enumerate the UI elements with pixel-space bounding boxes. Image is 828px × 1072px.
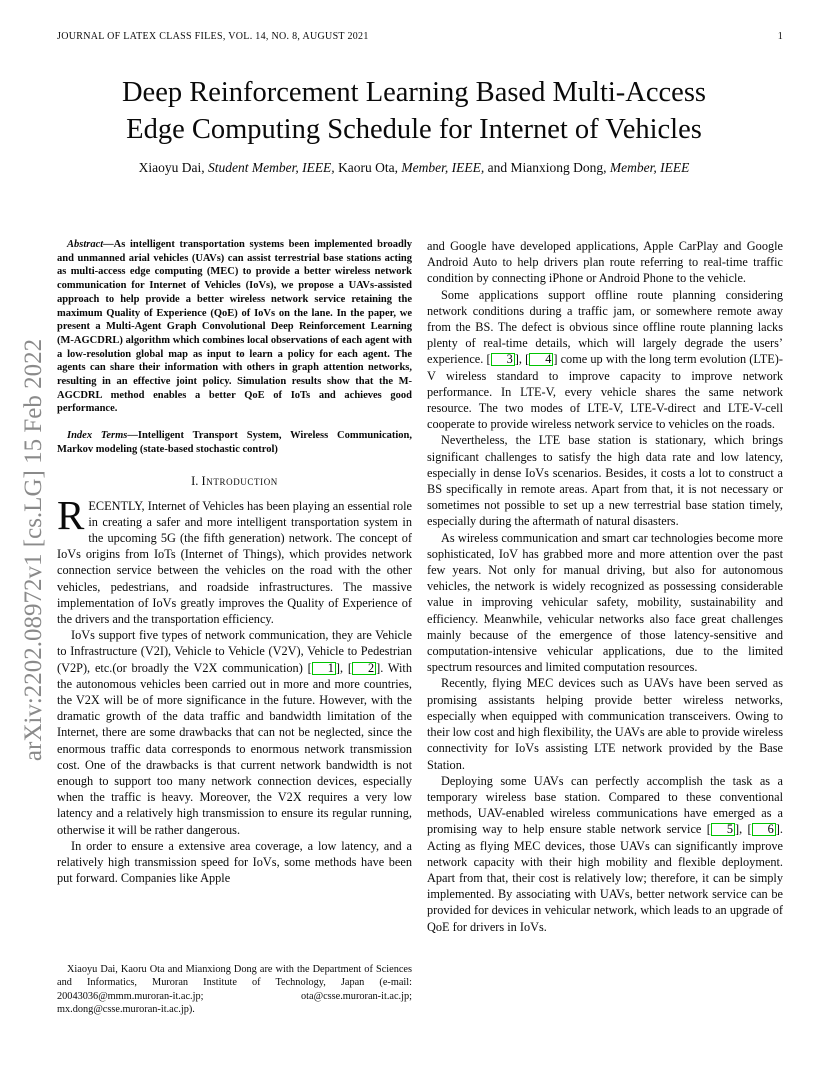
- citation-link[interactable]: [ 6 ]: [747, 822, 780, 837]
- author-role: Member, IEEE,: [401, 160, 485, 175]
- journal-header-text: JOURNAL OF LATEX CLASS FILES, VOL. 14, NO. 8, AUGUST 2021: [57, 31, 369, 42]
- paragraph: Deploying some UAVs can perfectly accomplish the task as a temporary wireless base station. Compared to these conventional methods, UAV-enabled wireless communications have emerged as a promising way to help ensure stable network service [ 5 ], [ 6 ]. Acting as flying MEC devices, those UAVs can significantly improve network capacity with their high mobility and flexible deployment. Apart from that, their cost is relatively low; therefore, it can be simply implemented. By associating with UAVs, better network service can be provided for devices in vehicular network, which leads to an upgrade of QoE for drivers in IoVs.: [427, 773, 783, 934]
- paragraph: and Google have developed applications, Apple CarPlay and Google Android Auto to help drivers plan route referring to real-time traffic condition by connecting iPhone or Android Phone to the vehicle.: [427, 239, 783, 286]
- paragraph: IoVs support five types of network communication, they are Vehicle to Infrastructure (V2I), Vehicle to Vehicle (V2V), Vehicle to Pedestrian (V2P), etc.(or broadly the V2X communication) [ 1 ], [ 2 ]. With the autonomous vehicles been carried out in more and more countries, the V2X will be of more significance in the future. However, with the dramatic growth of the data traffic and bandwidth limitation of the Internet, there are some drawbacks that can not be neglected, since the enormous traffic data corresponds to enormous network transmission cost. One of the drawbacks is that current network bandwidth is not enough to support too many network connection devices, especially when the traffic is heavy. Moreover, the V2X requires a very low latency and a relatively high transmission to ensure its regular running, otherwise it will be rather dangerous.: [57, 628, 412, 837]
- page-number: 1: [777, 31, 783, 42]
- index-terms: [57, 429, 412, 456]
- author-name: Kaoru Ota,: [334, 160, 402, 175]
- section-title: Introduction: [201, 473, 278, 488]
- paragraph: Recently, flying MEC devices such as UAVs have been served as promising assistants helping provide better wireless networks, especially when equipped with communication transceivers. Owing to their low cost and high flexibility, the UAVs are able to provide wireless connectivity for IoVs assisting LTE network provided by the Base Station.: [427, 676, 783, 772]
- paragraph: As wireless communication and smart car technologies become more sophisticated, IoV has grabbed more and more attention over the past few years. Not only for manual driving, but also for autonomous vehicles, the network is widely recognized as possessing considerable value in improving vehicular safety, mobility, sustainability and efficiency. Meanwhile, vehicular networks also face great challenges mainly because of the emergence of those latency-sensitive and computation-intensive vehicular applications, due to the limited spectrum resources and limited computation resources.: [427, 530, 783, 675]
- lead-caps: ECENTLY,: [88, 498, 145, 513]
- citation-link[interactable]: [ 2 ]: [347, 660, 381, 675]
- citation-number[interactable]: 3: [491, 353, 515, 366]
- two-column-body: [57, 238, 783, 1016]
- paper-title: [0, 74, 828, 148]
- citation-link[interactable]: [ 4 ]: [525, 352, 558, 367]
- citation-number[interactable]: 1: [312, 662, 336, 675]
- index-terms-text: —Intelligent Transport System, Wireless Communication, Markov modeling (state-based stochastic control): [57, 430, 412, 455]
- index-terms-lead: Index Terms: [67, 430, 128, 442]
- abstract-text: —As intelligent transportation systems been implemented broadly and unmanned arial vehicles (UAVs) can assist terrestrial base stations acting as multi-access edge computing (MEC) to provide a better wireless network communication for Internet of Vehicles (IoVs), we propose a UAVs-assisted approach to help provide a better wireless network service retaining the maximum Quality of Experience (QoE) of IoVs on the lane. In the paper, we present a Multi-Agent Graph Convolutional Deep Reinforcement Learning (M-AGCDRL) algorithm which combines local observations of each agent with a low-resolution global map as input to learn a policy for each agent. The agents can share their information with others in graph attention networks, resulting in an effective joint policy. Simulation results show that the M-AGCDRL method enables a better QoE of IoTs and achieves good performance.: [57, 239, 412, 415]
- introduction-text-right: [427, 238, 783, 935]
- running-header: [57, 31, 783, 42]
- paragraph: In order to ensure a extensive area coverage, a low latency, and a relatively high transmission speed for IoVs, some methods have been put forward. Companies like Apple: [57, 838, 412, 886]
- citation-link[interactable]: [ 3 ]: [486, 352, 519, 367]
- author-role: Student Member, IEEE,: [207, 160, 335, 175]
- author-name: Xiaoyu Dai,: [138, 160, 208, 175]
- paragraph: Nevertheless, the LTE base station is stationary, which brings significant challenges to satisfy the high data rate and low latency, especially in dense IoVs scenarios. Besides, it costs a lot to construct a BS specifically in remote areas. Apart from that, it is not necessary or sometimes not possible to set up a new terrestrial base station timely, especially during the aftermath of natural disasters.: [427, 433, 783, 529]
- citation-number[interactable]: 4: [529, 353, 553, 366]
- author-footnote: Xiaoyu Dai, Kaoru Ota and Mianxiong Dong are with the Department of Sciences and Informatics, Muroran Institute of Technology, Japan (e-mail: 20043036@mmm.muroran-it.ac.jp; ota@csse.muroran-it.ac.jp; mx.dong@csse.muroran-it.ac.jp).: [57, 964, 412, 1015]
- paper-title-line-1: Deep Reinforcement Learning Based Multi-Access: [121, 77, 707, 108]
- section-number: I.: [191, 473, 199, 488]
- arxiv-watermark: arXiv:2202.08972v1 [cs.LG] 15 Feb 2022: [20, 338, 47, 762]
- paragraph: RECENTLY, Internet of Vehicles has been playing an essential role in creating a safer and more intelligent transportation system in the upcoming 5G (the fifth generation) network. The concept of IoVs origins from IoTs (Internet of Things), which provides network connection service between the vehicles on the road with the other vehicles, pedestrians, and roadside infrastructures. The massive implementation of IoVs greatly improves the Quality of Experience of the drivers and the transportation efficiency.: [57, 491, 412, 626]
- abstract: [57, 238, 412, 416]
- author-name: and Mianxiong Dong,: [484, 160, 610, 175]
- authors-line: [0, 160, 828, 176]
- author-role: Member, IEEE: [609, 160, 690, 175]
- citation-number[interactable]: 6: [752, 823, 776, 836]
- introduction-text-left: [57, 491, 412, 887]
- drop-cap: R: [57, 491, 85, 538]
- citation-link[interactable]: [ 5 ]: [706, 822, 740, 837]
- citation-link[interactable]: [ 1 ]: [307, 660, 340, 675]
- left-column: [57, 238, 412, 1016]
- citation-number[interactable]: 5: [711, 823, 735, 836]
- paper-title-line-2: Edge Computing Schedule for Internet of Vehicles: [126, 114, 702, 145]
- paragraph: Some applications support offline route planning considering network conditions during a traffic jam, or somewhere remote away from the BS. The defect is obvious since offline route planning lacks plenty of real-time details, which will largely degrade the users’ experience. [ 3 ], [ 4 ] come up with the long term evolution (LTE)-V wireless standard to improve capacity to improve network performance. In LTE-V, every vehicle shares the same network resource. The two modes of LTE-V, LTE-V-direct and LTE-V-cell cooperate to provide wireless network service to vehicles on the roads.: [427, 287, 783, 432]
- section-heading-introduction: [57, 474, 412, 489]
- right-column: [427, 238, 783, 1016]
- citation-number[interactable]: 2: [352, 662, 376, 675]
- abstract-lead: Abstract: [67, 239, 104, 250]
